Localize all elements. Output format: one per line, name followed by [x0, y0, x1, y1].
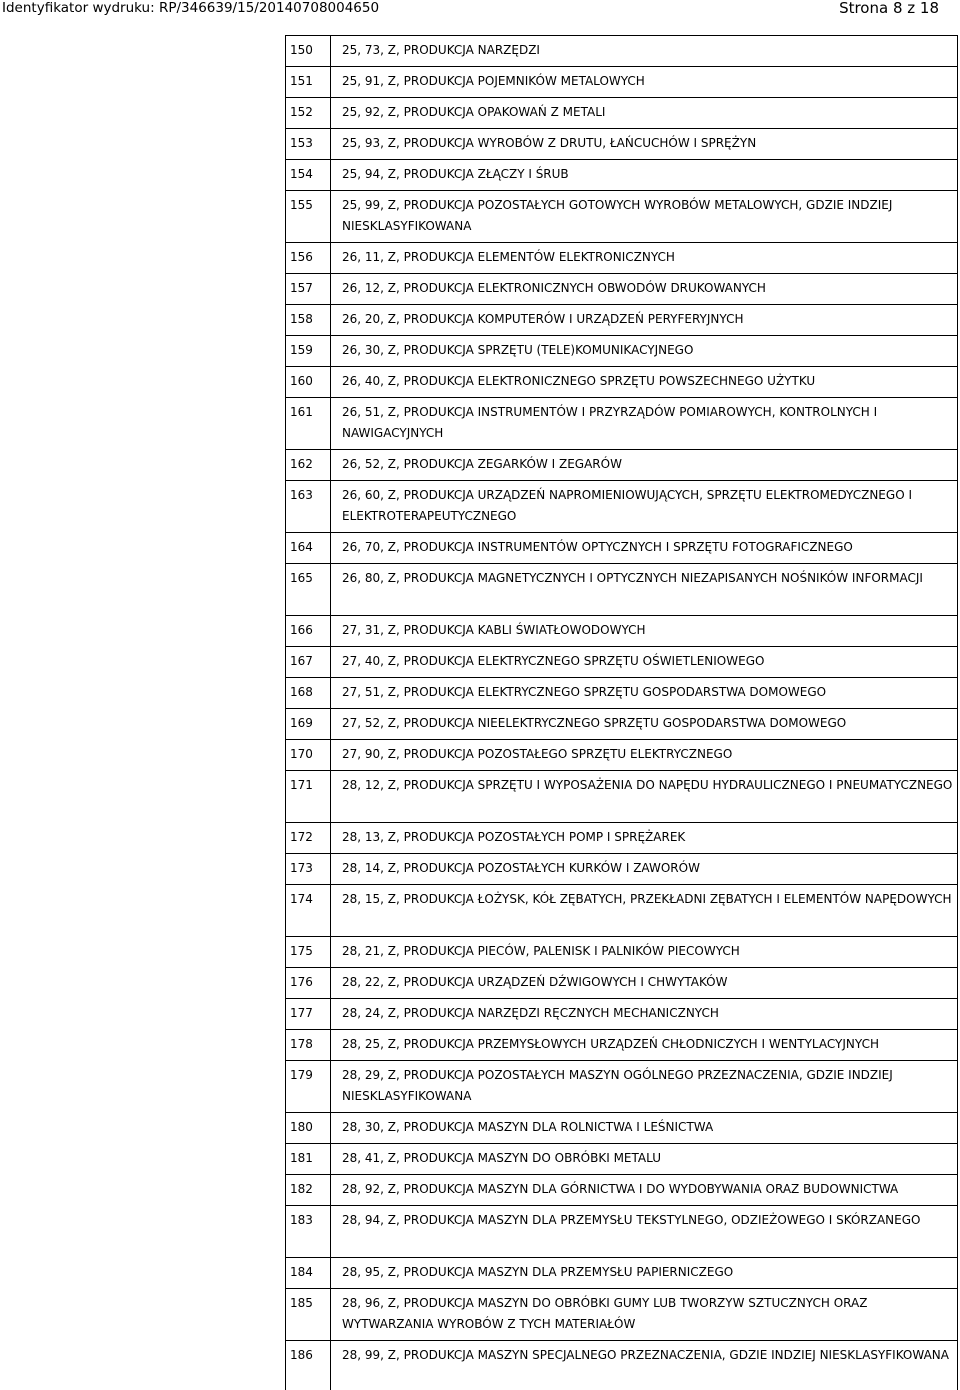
row-description: 27, 31, Z, PRODUKCJA KABLI ŚWIATŁOWODOWYCH — [331, 616, 958, 647]
row-number: 182 — [286, 1175, 331, 1206]
table-row — [286, 1258, 958, 1289]
row-number: 169 — [286, 709, 331, 740]
table-row — [286, 98, 958, 129]
row-description: 26, 80, Z, PRODUKCJA MAGNETYCZNYCH I OPTYCZNYCH NIEZAPISANYCH NOŚNIKÓW INFORMACJI — [331, 564, 958, 616]
table-row — [286, 36, 958, 67]
row-description: 28, 99, Z, PRODUKCJA MASZYN SPECJALNEGO PRZEZNACZENIA, GDZIE INDZIEJ NIESKLASYFIKOWANA — [331, 1341, 958, 1390]
table-row — [286, 1341, 958, 1390]
table-row — [286, 885, 958, 937]
row-number: 161 — [286, 398, 331, 450]
row-number: 164 — [286, 533, 331, 564]
row-description: 28, 24, Z, PRODUKCJA NARZĘDZI RĘCZNYCH MECHANICZNYCH — [331, 999, 958, 1030]
row-description: 25, 73, Z, PRODUKCJA NARZĘDZI — [331, 36, 958, 67]
row-description: 26, 30, Z, PRODUKCJA SPRZĘTU (TELE)KOMUNIKACYJNEGO — [331, 336, 958, 367]
table-row — [286, 823, 958, 854]
row-number: 150 — [286, 36, 331, 67]
table-row — [286, 450, 958, 481]
table-row — [286, 243, 958, 274]
row-number: 186 — [286, 1341, 331, 1390]
table-row — [286, 1289, 958, 1341]
table-row — [286, 937, 958, 968]
row-number: 172 — [286, 823, 331, 854]
table-row — [286, 1061, 958, 1113]
row-number: 166 — [286, 616, 331, 647]
row-number: 158 — [286, 305, 331, 336]
row-description: 28, 41, Z, PRODUKCJA MASZYN DO OBRÓBKI METALU — [331, 1144, 958, 1175]
row-number: 177 — [286, 999, 331, 1030]
table-row — [286, 968, 958, 999]
row-description: 28, 22, Z, PRODUKCJA URZĄDZEŃ DŹWIGOWYCH I CHWYTAKÓW — [331, 968, 958, 999]
row-description: 28, 14, Z, PRODUKCJA POZOSTAŁYCH KURKÓW I ZAWORÓW — [331, 854, 958, 885]
row-description: 28, 12, Z, PRODUKCJA SPRZĘTU I WYPOSAŻENIA DO NAPĘDU HYDRAULICZNEGO I PNEUMATYCZNEGO — [331, 771, 958, 823]
print-identifier: Identyfikator wydruku: RP/346639/15/20140708004650 — [2, 0, 380, 16]
row-number: 174 — [286, 885, 331, 937]
row-description: 25, 92, Z, PRODUKCJA OPAKOWAŃ Z METALI — [331, 98, 958, 129]
row-description: 27, 90, Z, PRODUKCJA POZOSTAŁEGO SPRZĘTU ELEKTRYCZNEGO — [331, 740, 958, 771]
table-row — [286, 67, 958, 98]
table-row — [286, 647, 958, 678]
row-description: 26, 11, Z, PRODUKCJA ELEMENTÓW ELEKTRONICZNYCH — [331, 243, 958, 274]
row-description: 26, 52, Z, PRODUKCJA ZEGARKÓW I ZEGARÓW — [331, 450, 958, 481]
table-row — [286, 129, 958, 160]
row-number: 153 — [286, 129, 331, 160]
row-description: 28, 25, Z, PRODUKCJA PRZEMYSŁOWYCH URZĄDZEŃ CHŁODNICZYCH I WENTYLACYJNYCH — [331, 1030, 958, 1061]
row-number: 162 — [286, 450, 331, 481]
row-description: 25, 99, Z, PRODUKCJA POZOSTAŁYCH GOTOWYCH WYROBÓW METALOWYCH, GDZIE INDZIEJ NIESKLASYFIKOWANA — [331, 191, 958, 243]
row-description: 28, 96, Z, PRODUKCJA MASZYN DO OBRÓBKI GUMY LUB TWORZYW SZTUCZNYCH ORAZ WYTWARZANIA WYROBÓW Z TYCH MATERIAŁÓW — [331, 1289, 958, 1341]
table-row — [286, 191, 958, 243]
row-number: 157 — [286, 274, 331, 305]
table-row — [286, 1175, 958, 1206]
row-description: 25, 94, Z, PRODUKCJA ZŁĄCZY I ŚRUB — [331, 160, 958, 191]
row-number: 168 — [286, 678, 331, 709]
row-number: 181 — [286, 1144, 331, 1175]
row-description: 26, 20, Z, PRODUKCJA KOMPUTERÓW I URZĄDZEŃ PERYFERYJNYCH — [331, 305, 958, 336]
table-row — [286, 616, 958, 647]
table-row — [286, 709, 958, 740]
page-number: Strona 8 z 18 — [839, 0, 939, 17]
row-number: 159 — [286, 336, 331, 367]
row-number: 185 — [286, 1289, 331, 1341]
page-header — [0, 0, 960, 20]
row-description: 26, 70, Z, PRODUKCJA INSTRUMENTÓW OPTYCZNYCH I SPRZĘTU FOTOGRAFICZNEGO — [331, 533, 958, 564]
row-description: 28, 21, Z, PRODUKCJA PIECÓW, PALENISK I PALNIKÓW PIECOWYCH — [331, 937, 958, 968]
row-number: 152 — [286, 98, 331, 129]
table-row — [286, 305, 958, 336]
row-description: 28, 29, Z, PRODUKCJA POZOSTAŁYCH MASZYN OGÓLNEGO PRZEZNACZENIA, GDZIE INDZIEJ NIESKLASYFIKOWANA — [331, 1061, 958, 1113]
table-row — [286, 771, 958, 823]
table-row — [286, 1113, 958, 1144]
table-row — [286, 999, 958, 1030]
table-row — [286, 1030, 958, 1061]
table-row — [286, 678, 958, 709]
row-description: 28, 15, Z, PRODUKCJA ŁOŻYSK, KÓŁ ZĘBATYCH, PRZEKŁADNI ZĘBATYCH I ELEMENTÓW NAPĘDOWYCH — [331, 885, 958, 937]
row-number: 156 — [286, 243, 331, 274]
row-number: 170 — [286, 740, 331, 771]
row-description: 26, 60, Z, PRODUKCJA URZĄDZEŃ NAPROMIENIOWUJĄCYCH, SPRZĘTU ELEKTROMEDYCZNEGO I ELEKTROTERAPEUTYCZNEGO — [331, 481, 958, 533]
table-row — [286, 854, 958, 885]
table-row — [286, 564, 958, 616]
row-description: 26, 40, Z, PRODUKCJA ELEKTRONICZNEGO SPRZĘTU POWSZECHNEGO UŻYTKU — [331, 367, 958, 398]
row-number: 165 — [286, 564, 331, 616]
row-description: 28, 92, Z, PRODUKCJA MASZYN DLA GÓRNICTWA I DO WYDOBYWANIA ORAZ BUDOWNICTWA — [331, 1175, 958, 1206]
row-number: 173 — [286, 854, 331, 885]
row-number: 184 — [286, 1258, 331, 1289]
row-description: 25, 91, Z, PRODUKCJA POJEMNIKÓW METALOWYCH — [331, 67, 958, 98]
row-number: 155 — [286, 191, 331, 243]
table-row — [286, 160, 958, 191]
table-row — [286, 1144, 958, 1175]
table-row — [286, 398, 958, 450]
row-description: 28, 94, Z, PRODUKCJA MASZYN DLA PRZEMYSŁU TEKSTYLNEGO, ODZIEŻOWEGO I SKÓRZANEGO — [331, 1206, 958, 1258]
table-row — [286, 274, 958, 305]
row-description: 28, 95, Z, PRODUKCJA MASZYN DLA PRZEMYSŁU PAPIERNICZEGO — [331, 1258, 958, 1289]
row-number: 179 — [286, 1061, 331, 1113]
row-number: 176 — [286, 968, 331, 999]
row-number: 154 — [286, 160, 331, 191]
row-number: 178 — [286, 1030, 331, 1061]
table-row — [286, 740, 958, 771]
table-row — [286, 1206, 958, 1258]
row-description: 25, 93, Z, PRODUKCJA WYROBÓW Z DRUTU, ŁAŃCUCHÓW I SPRĘŻYN — [331, 129, 958, 160]
row-description: 27, 52, Z, PRODUKCJA NIEELEKTRYCZNEGO SPRZĘTU GOSPODARSTWA DOMOWEGO — [331, 709, 958, 740]
table-row — [286, 481, 958, 533]
row-description: 27, 51, Z, PRODUKCJA ELEKTRYCZNEGO SPRZĘTU GOSPODARSTWA DOMOWEGO — [331, 678, 958, 709]
pkd-table — [285, 35, 958, 1390]
row-number: 180 — [286, 1113, 331, 1144]
row-description: 27, 40, Z, PRODUKCJA ELEKTRYCZNEGO SPRZĘTU OŚWIETLENIOWEGO — [331, 647, 958, 678]
table-row — [286, 336, 958, 367]
row-description: 28, 13, Z, PRODUKCJA POZOSTAŁYCH POMP I SPRĘŻAREK — [331, 823, 958, 854]
row-number: 167 — [286, 647, 331, 678]
row-number: 175 — [286, 937, 331, 968]
table-row — [286, 533, 958, 564]
row-number: 171 — [286, 771, 331, 823]
row-description: 26, 51, Z, PRODUKCJA INSTRUMENTÓW I PRZYRZĄDÓW POMIAROWYCH, KONTROLNYCH I NAWIGACYJNYCH — [331, 398, 958, 450]
row-number: 183 — [286, 1206, 331, 1258]
row-number: 151 — [286, 67, 331, 98]
row-description: 28, 30, Z, PRODUKCJA MASZYN DLA ROLNICTWA I LEŚNICTWA — [331, 1113, 958, 1144]
table-row — [286, 367, 958, 398]
row-description: 26, 12, Z, PRODUKCJA ELEKTRONICZNYCH OBWODÓW DRUKOWANYCH — [331, 274, 958, 305]
row-number: 163 — [286, 481, 331, 533]
row-number: 160 — [286, 367, 331, 398]
